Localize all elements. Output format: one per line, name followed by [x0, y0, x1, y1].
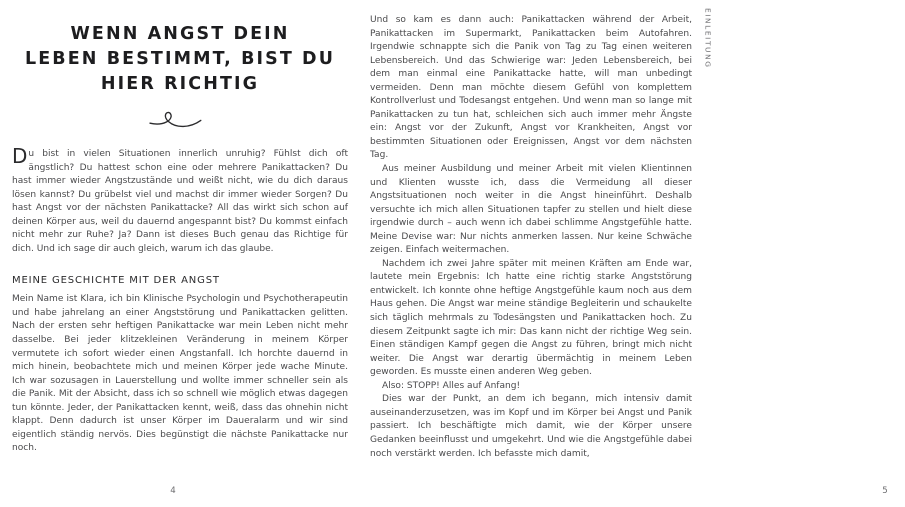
chapter-title-line-3: HIER RICHTIG	[100, 74, 260, 94]
right-paragraph-1: Und so kam es dann auch: Panikattacken während der Arbeit, Panikattacken im Supermarkt, Panikattacken beim Autofahren. Irgendwie schnappte sich die Panik von Tag zu Tag einen weiteren Lebensbereich. Und das Schwierige war: Jeden Lebensbereich, bei dem man einmal eine Panikattacke hatte, will man unbedingt vermeiden. Denn man möchte diesem Gefühl von komplettem Kontrollverlust und Todesangst entgehen. Und wenn man so lange mit Panikattacken zu tun hat, schleichen sich auch immer mehr Ängste ein: Angst vor der Zukunft, Angst vor Krankheiten, Angst vor bestimmten Situationen oder Ereignissen, Angst vor dem nächsten Tag.	[370, 15, 692, 161]
left-paragraph-1: Mein Name ist Klara, ich bin Klinische Psychologin und Psychotherapeutin und habe jahrelang an einer Angststörung und Panikattacken gelitten. Nach der ersten sehr heftigen Panikattacke war mein Leben nicht mehr dasselbe. Bei jeder klitzekleinen Veränderung in meinem Körper vermutete ich sofort wieder einen Angstanfall. Ich horchte dauernd in mich hinein, beobachtete mich und meinen Körper jede wache Minute. Ich war sozusagen in Lauerstellung und wollte immer schneller sein als die Panik. Mit der Absicht, dass ich so schnell wie möglich etwas dagegen tun könnte. Jeder, der Panikattacken kennt, weiß, dass das ohnehin nicht klappt. Denn dadurch ist unser Körper im Daueralarm und wir sind eigentlich ständig nervös. Dies begünstigt die nächste Panikattacke nur noch.	[12, 294, 348, 454]
running-head-tab	[699, 8, 717, 128]
page-number-left: 4	[170, 486, 176, 496]
flourish-curl-ornament	[12, 109, 348, 135]
right-paragraph-2: Aus meiner Ausbildung und meiner Arbeit mit vielen Klientinnen und Klienten wusste ich, dass die Vermeidung all dieser Angstsituationen noch weiter in die Angst hineinführt. Deshalb versuchte ich mich allen Situationen tapfer zu stellen und hielt diese irgendwie durch – auch wenn ich dabei schlimme Angstgefühle hatte. Meine Devise war: Nur nichts anmerken lassen. Nur keine Schwäche zeigen. Einfach weitermachen.	[370, 164, 692, 256]
chapter-title-line-1: WENN ANGST DEIN	[70, 24, 290, 44]
right-paragraph-5: Dies war der Punkt, an dem ich begann, mich intensiv damit auseinanderzusetzen, was im Kopf und im Körper bei Angst und Panik passiert. Ich beschäftigte mich damit, wie der Körper unsere Gedanken beeinflusst und umgekehrt. Und wie die Angstgefühle dabei noch verstärkt werden. Ich befasste mich damit,	[370, 394, 692, 459]
intro-paragraph-text: u bist in vielen Situationen innerlich unruhig? Fühlst dich oft ängstlich? Du hattest schon eine oder mehrere Panikattacken? Du hast immer wieder Angstzustände und weißt nicht, wie du dich daraus lösen kannst? Du grübelst viel und machst dir immer wieder Sorgen? Du hast Angst vor der nächsten Panikattacke? All das wirkt sich schon auf deinen Körper aus, weil du dauernd angespannt bist? Du kommst einfach nicht mehr zur Ruhe? Ja? Dann ist dieses Buch genau das Richtige für dich. Und ich sage dir auch gleich, warum ich das glaube.	[12, 149, 348, 254]
page-number-right: 5	[882, 486, 888, 496]
running-head-label: EINLEITUNG	[703, 8, 713, 69]
left-page-text-column	[12, 22, 348, 456]
section-heading: MEINE GESCHICHTE MIT DER ANGST	[12, 275, 220, 287]
left-page	[0, 0, 360, 507]
right-page-text-column	[370, 14, 692, 461]
right-page	[360, 0, 888, 507]
right-paragraph-3: Nachdem ich zwei Jahre später mit meinen Kräften am Ende war, lautete mein Ergebnis: Ich hatte eine richtig starke Angststörung entwickelt. Ich konnte ohne heftige Angstgefühle kaum noch aus dem Haus gehen. Die Angst war meine ständige Begleiterin und schaukelte sich täglich mehrmals zu Todesängsten und Panikattacken hoch. Zu diesem Zeitpunkt sagte ich mir: Das kann nicht der richtige Weg sein. Einen ständigen Kampf gegen die Angst zu führen, bringt mich nicht weiter. Die Angst war derartig übermächtig in meinem Leben geworden. Es musste einen anderen Weg geben.	[370, 258, 692, 378]
drop-cap: D	[12, 144, 28, 168]
right-paragraph-4: Also: STOPP! Alles auf Anfang!	[382, 380, 521, 391]
chapter-title	[18, 22, 342, 97]
intro-paragraph	[12, 144, 348, 256]
chapter-title-line-2: LEBEN BESTIMMT, BIST DU	[24, 49, 335, 69]
